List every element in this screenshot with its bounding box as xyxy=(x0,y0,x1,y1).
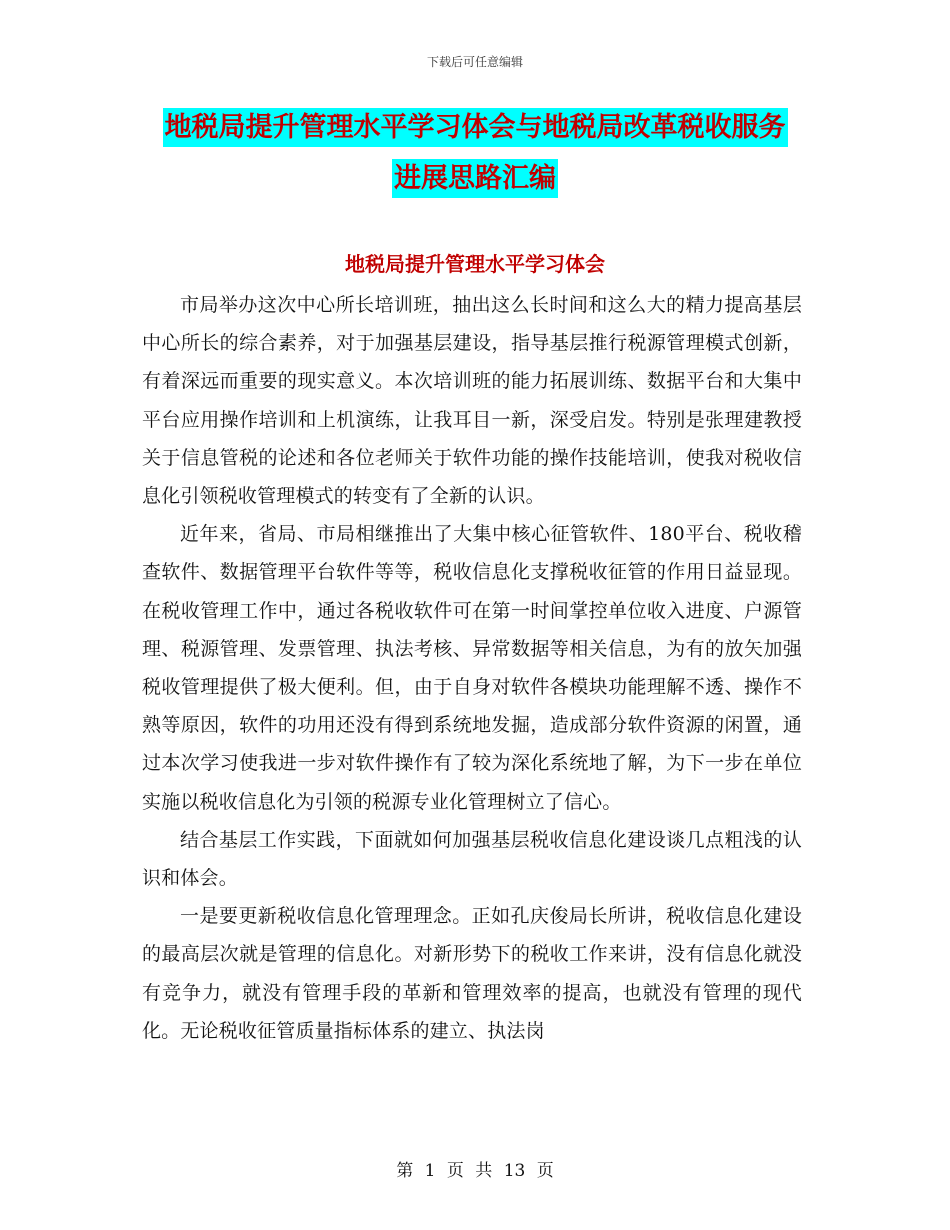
document-title-line-1: 地税局提升管理水平学习体会与地税局改革税收服务 xyxy=(163,108,788,147)
paragraph: 结合基层工作实践，下面就如何加强基层税收信息化建设谈几点粗浅的认识和体会。 xyxy=(142,828,802,890)
page-footer: 第 1 页 共 13 页 xyxy=(396,1161,554,1181)
paragraph: 一是要更新税收信息化管理理念。正如孔庆俊局长所讲，税收信息化建设的最高层次就是管理的信息化。对新形势下的税收工作来讲，没有信息化就没有竞争力，就没有管理手段的革新和管理效率的提高，也就没有管理的现代化。无论税收征管质量指标体系的建立、执法岗 xyxy=(142,905,802,1042)
paragraph: 近年来，省局、市局相继推出了大集中核心征管软件、180平台、税收稽查软件、数据管理平台软件等等，税收信息化支撑税收征管的作用日益显现。在税收管理工作中，通过各税收软件可在第一时间掌控单位收入进度、户源管理、税源管理、发票管理、执法考核、异常数据等相关信息，为有的放矢加强税收管理提供了极大便利。但，由于自身对软件各模块功能理解不透、操作不熟等原因，软件的功用还没有得到系统地发掘，造成部分软件资源的闲置，通过本次学习使我进一步对软件操作有了较为深化系统地了解，为下一步在单位实施以税收信息化为引领的税源专业化管理树立了信心。 xyxy=(142,523,802,813)
document-body xyxy=(142,286,802,1050)
document-title xyxy=(150,108,800,198)
section-title: 地税局提升管理水平学习体会 xyxy=(345,252,605,276)
header-note: 下载后可任意编辑 xyxy=(426,55,523,69)
paragraph: 市局举办这次中心所长培训班，抽出这么长时间和这么大的精力提高基层中心所长的综合素养，对于加强基层建设，指导基层推行税源管理模式创新，有着深远而重要的现实意义。本次培训班的能力拓展训练、数据平台和大集中平台应用操作培训和上机演练，让我耳目一新，深受启发。特别是张理建教授关于信息管税的论述和各位老师关于软件功能的操作技能培训，使我对税收信息化引领税收管理模式的转变有了全新的认识。 xyxy=(142,294,802,508)
document-title-line-2: 进展思路汇编 xyxy=(392,159,558,198)
